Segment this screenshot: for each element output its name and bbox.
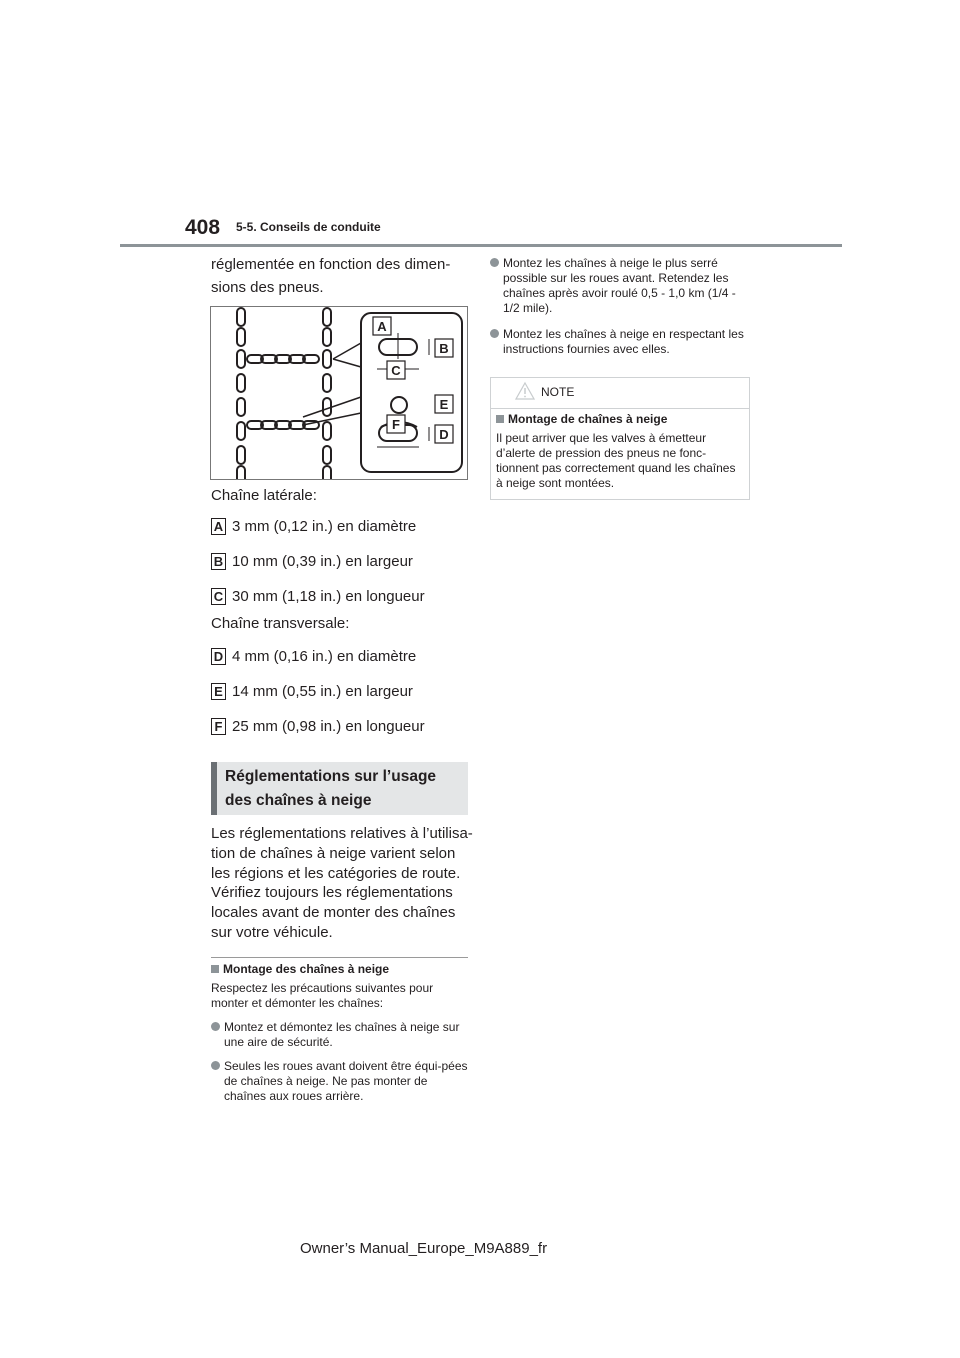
square-bullet-icon <box>211 965 219 973</box>
note-heading <box>496 412 667 426</box>
label-a: A <box>377 319 387 334</box>
label-e: E <box>439 397 449 412</box>
snow-chain-illustration <box>210 306 468 480</box>
note-heading-text: Montage de chaînes à neige <box>508 412 668 426</box>
letter-box: A <box>211 518 226 535</box>
spec-f <box>211 716 425 736</box>
spec-text: 10 mm (0,39 in.) en largeur <box>232 552 413 570</box>
regulations-body: Les réglementations relatives à l’utilisa-tion de chaînes à neige varient selon les régions et les catégories de route. Vérifiez toujours les réglementations locales avant de monter des chaînes sur votre véhicule. <box>211 825 473 941</box>
heading-accent-bar <box>211 762 217 815</box>
page-number: 408 <box>185 216 221 239</box>
spec-text: 25 mm (0,98 in.) en longueur <box>232 717 425 735</box>
spec-text: 3 mm (0,12 in.) en diamètre <box>232 517 417 535</box>
spec-b <box>211 551 413 571</box>
cross-chain-top <box>247 355 319 363</box>
bullet-item: Seules les roues avant doivent être équi-pées de chaînes à neige. Ne pas monter de chaînes aux roues arrière. <box>224 1059 472 1104</box>
warning-icon <box>515 381 535 401</box>
section-header: 5-5. Conseils de conduite <box>236 220 381 234</box>
installation-heading <box>211 962 389 976</box>
footer-text: Owner’s Manual_Europe_M9A889_fr <box>300 1240 548 1257</box>
installation-heading-text: Montage des chaînes à neige <box>223 962 390 976</box>
bullet-dot-icon <box>211 1061 220 1070</box>
letter-box: B <box>211 553 226 570</box>
divider <box>211 957 468 958</box>
spec-text: 4 mm (0,16 in.) en diamètre <box>232 647 417 665</box>
bullet-dot-icon <box>490 258 499 267</box>
label-c: C <box>391 363 401 378</box>
bullet-item: Montez les chaînes à neige en respectant les instructions fournies avec elles. <box>503 327 753 357</box>
regulations-title: Réglementations sur l’usage des chaînes à neige <box>225 768 437 809</box>
square-bullet-icon <box>496 415 504 423</box>
letter-box: F <box>211 718 226 735</box>
cross-chain-title: Chaîne transversale: <box>211 615 350 632</box>
note-label: NOTE <box>541 385 575 399</box>
bullet-item: Montez les chaînes à neige le plus serré possible sur les roues avant. Retendez les chaînes après avoir roulé 0,5 - 1,0 km (1/4 - 1/2 mile). <box>503 256 753 316</box>
note-text: Il peut arriver que les valves à émetteur d’alerte de pression des pneus ne fonc-tionnent pas correctement quand les chaînes à neige sont montées. <box>496 431 736 490</box>
spec-d <box>211 646 416 666</box>
letter-box: D <box>211 648 226 665</box>
side-chain-left <box>237 308 245 479</box>
side-chain-right <box>323 308 331 479</box>
header-rule <box>120 244 842 247</box>
installation-intro: Respectez les précautions suivantes pour monter et démonter les chaînes: <box>211 981 434 1010</box>
cross-chain-bottom <box>247 421 319 429</box>
detail-panel <box>361 313 462 472</box>
bullet-dot-icon <box>211 1022 220 1031</box>
spec-text: 14 mm (0,55 in.) en largeur <box>232 682 413 700</box>
bullet-dot-icon <box>490 329 499 338</box>
letter-box: E <box>211 683 226 700</box>
intro-text: réglementée en fonction des dimen-sions des pneus. <box>211 256 451 296</box>
spec-a <box>211 516 416 536</box>
note-box <box>490 377 750 500</box>
label-b: B <box>439 341 449 356</box>
spec-c <box>211 586 425 606</box>
bullet-item: Montez et démontez les chaînes à neige sur une aire de sécurité. <box>224 1020 472 1050</box>
side-chain-title: Chaîne latérale: <box>211 487 317 504</box>
note-header <box>491 378 749 409</box>
label-f: F <box>392 417 400 432</box>
spec-e <box>211 681 413 701</box>
spec-text: 30 mm (1,18 in.) en longueur <box>232 587 425 605</box>
regulations-heading-box <box>211 762 468 815</box>
letter-box: C <box>211 588 226 605</box>
label-d: D <box>439 427 449 442</box>
snow-chain-diagram <box>211 307 467 479</box>
